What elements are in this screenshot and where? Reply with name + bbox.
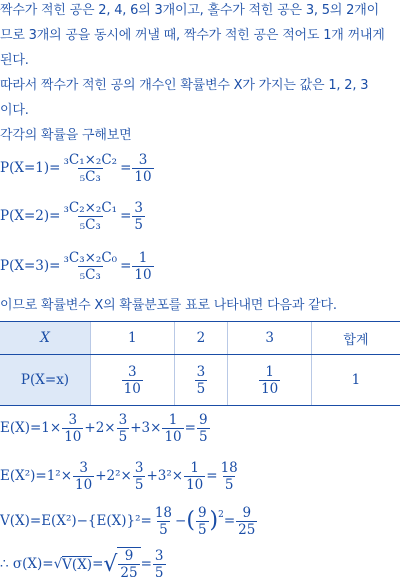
row-label: P(X=x)	[0, 355, 91, 406]
intro-line-5: 이다.	[0, 103, 29, 118]
header-x: X	[0, 322, 91, 355]
std-dev-equation: ∴ σ(X)= √ V(X) = √ $\frac{9}{25}$ = $\frac{3}{5}$	[0, 547, 164, 581]
intro-line-1: 짝수가 적힌 공은 2, 4, 6의 3개이고, 홀수가 적힌 공은 3, 5의 2개이	[0, 3, 379, 18]
second-moment-equation: E(X²)=1²× $\frac{3}{10}$ +2²× $\frac{3}{5}$ +3²× $\frac{1}{10}$ = $\frac{18}{5}$	[0, 459, 238, 493]
sqrt-sign-icon: √	[103, 551, 118, 577]
header-cell: 3	[228, 322, 312, 355]
probability-distribution-table	[0, 321, 400, 406]
result-fraction: $\frac{3}{5}$	[134, 199, 143, 233]
result-fraction: $\frac{1}{10}$	[134, 249, 152, 283]
prob-lhs: P(X=3)	[0, 258, 50, 274]
combination-fraction: $\frac{\text{₃C₁×₂C₂}}{\text{₅C₃}}$	[63, 151, 118, 185]
prob-cell: $\frac{3}{5}$	[174, 355, 228, 406]
combination-fraction: $\frac{\text{₃C₂×₂C₁}}{\text{₅C₃}}$	[63, 199, 118, 233]
header-total: 합계	[311, 322, 400, 355]
header-cell: 2	[174, 322, 228, 355]
intro-line-2: 므로 3개의 공을 동시에 꺼낼 때, 짝수가 적힌 공은 적어도 1개 꺼내게	[0, 28, 385, 43]
prob-equation-3: P(X=3) = $\frac{\text{₃C₃×₂C₀}}{\text{₅C₃}}$ = $\frac{1}{10}$	[0, 249, 152, 283]
header-cell: 1	[91, 322, 175, 355]
table-header-row	[0, 322, 400, 355]
table-prob-row	[0, 355, 400, 406]
prob-equation-2: P(X=2) = $\frac{\text{₃C₂×₂C₁}}{\text{₅C₃}}$ = $\frac{3}{5}$	[0, 199, 143, 233]
total-cell: 1	[311, 355, 400, 406]
expectation-equation: E(X)=1× $\frac{3}{10}$ +2× $\frac{3}{5}$ +3× $\frac{1}{10}$ = $\frac{9}{5}$	[0, 411, 208, 445]
result-fraction: $\frac{3}{10}$	[134, 151, 152, 185]
prob-equation-1: P(X=1) = $\frac{\text{₃C₁×₂C₂}}{\text{₅C₃}}$ = $\frac{3}{10}$	[0, 151, 152, 185]
intro-line-4: 따라서 짝수가 적힌 공의 개수인 확률변수 X가 가지는 값은 1, 2, 3	[0, 78, 369, 93]
variance-equation: V(X)=E(X²)−{E(X)}²= $\frac{18}{5}$ − ( $\frac{9}{5}$ ) 2 = $\frac{9}{25}$	[0, 504, 256, 538]
intro-line-6: 각각의 확률을 구해보면	[0, 128, 132, 143]
sqrt-sign-icon: √	[53, 556, 63, 572]
table-intro: 이므로 확률변수 X의 확률분포를 표로 나타내면 다음과 같다.	[0, 298, 337, 313]
prob-lhs: P(X=2)	[0, 208, 50, 224]
combination-fraction: $\frac{\text{₃C₃×₂C₀}}{\text{₅C₃}}$	[63, 249, 118, 283]
intro-line-3: 된다.	[0, 53, 29, 68]
prob-lhs: P(X=1)	[0, 160, 50, 176]
prob-cell: $\frac{1}{10}$	[228, 355, 312, 406]
prob-cell: $\frac{3}{10}$	[91, 355, 175, 406]
